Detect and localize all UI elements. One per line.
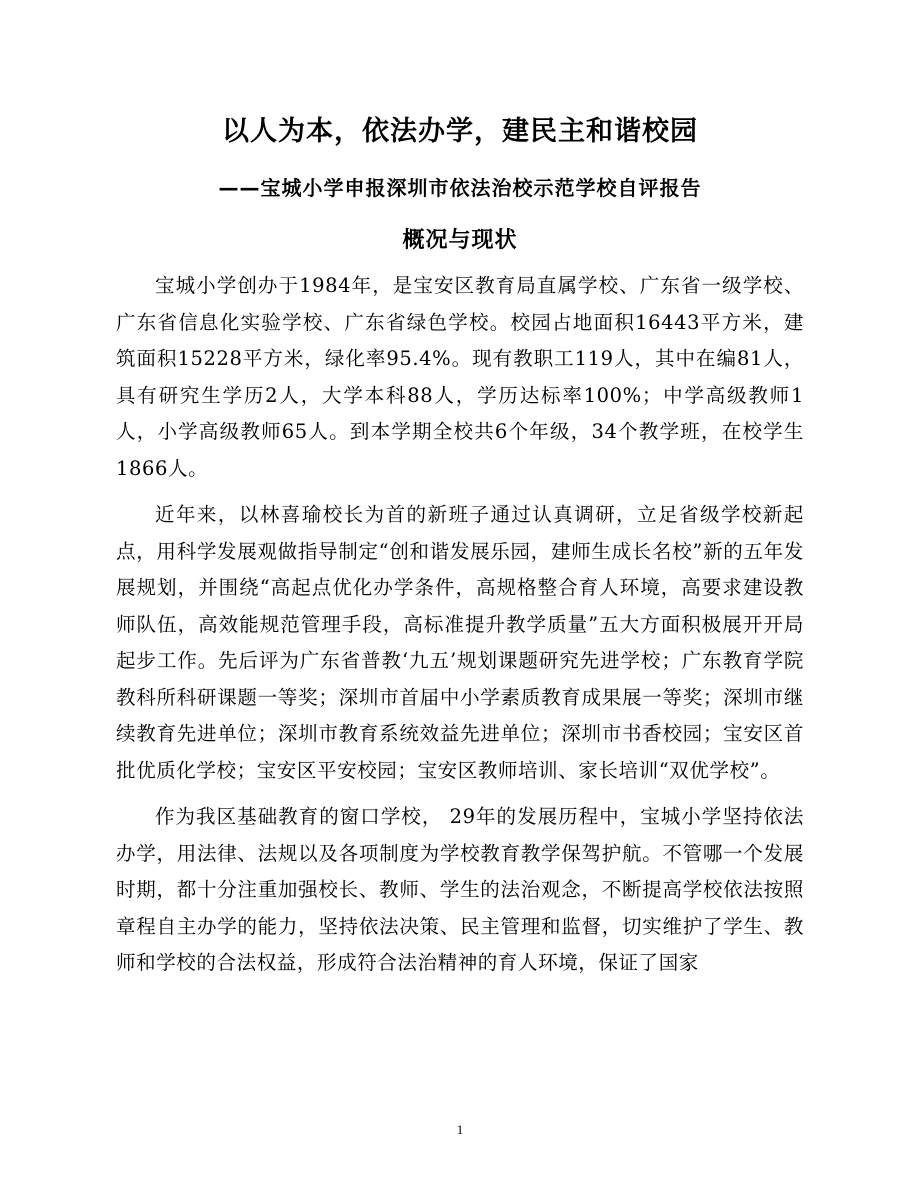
- page-number: 1: [456, 1122, 464, 1137]
- body-text: [116, 268, 804, 992]
- paragraph-achievements: 近年来，以林喜瑜校长为首的新班子通过认真调研，立足省级学校新起点，用科学发展观做指导制定“创和谐发展乐园，建师生成长名校”新的五年发展规划，并围绕“高起点优化办学条件，高规格整合育人环境，高要求建设教师队伍，高效能规范管理手段，高标准提升教学质量”五大方面积极展开开局起步工作。先后评为广东省普教‘九五’规划课题研究先进学校；广东教育学院教科所科研课题一等奖；深圳市首届中小学素质教育成果展一等奖；深圳市继续教育先进单位；深圳市教育系统效益先进单位；深圳市书香校园；宝安区首批优质化学校；宝安区平安校园；宝安区教师培训、家长培训“双优学校”。: [116, 503, 804, 782]
- document-title: 以人为本，依法办学，建民主和谐校园: [222, 116, 698, 147]
- paragraph-overview: 宝城小学创办于1984年，是宝安区教育局直属学校、广东省一级学校、广东省信息化实验学校、广东省绿色学校。校园占地面积16443平方米，建筑面积15228平方米，绿化率95.4%。现有教职工119人，其中在编81人，具有研究生学历2人，大学本科88人，学历达标率100%；中学高级教师1人，小学高级教师65人。到本学期全校共6个年级，34个教学班，在校学生1866人。: [116, 274, 804, 480]
- section-heading: 概况与现状: [402, 228, 518, 253]
- paragraph-rule-of-law: 作为我区基础教育的窗口学校， 29年的发展历程中，宝城小学坚持依法办学，用法律、法规以及各项制度为学校教育教学保驾护航。不管哪一个发展时期，都十分注重加强校长、教师、学生的法治观念，不断提高学校依法按照章程自主办学的能力，坚持依法决策、民主管理和监督，切实维护了学生、教师和学校的合法权益，形成符合法治精神的育人环境，保证了国家: [116, 805, 804, 974]
- document-subtitle: ——宝城小学申报深圳市依法治校示范学校自评报告: [218, 176, 702, 200]
